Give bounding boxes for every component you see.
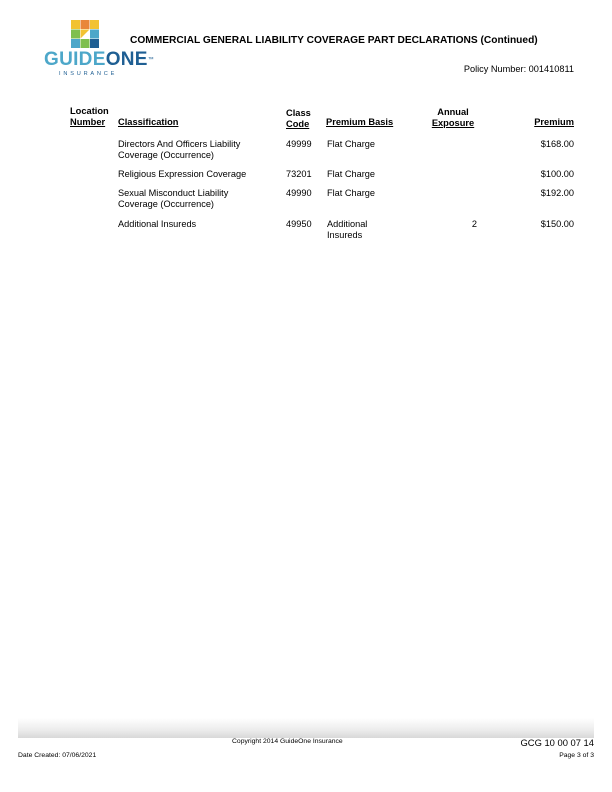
row4-classification: Additional Insureds [118,219,197,229]
page-number: Page 3 of 3 [559,752,594,759]
date-created: Date Created: 07/06/2021 [18,752,97,759]
col-header-annual-exposure [424,107,482,129]
col-header-premium-basis: Premium Basis [326,117,394,127]
row3-classification-line1: Sexual Misconduct Liability [118,188,229,198]
row4-premium: $150.00 [540,219,574,229]
col-header-location-line2: Number [70,117,106,127]
row1-premium-basis: Flat Charge [327,139,376,149]
col-header-annual-exposure-line1: Annual [437,107,469,117]
row3-premium-basis: Flat Charge [327,188,376,198]
col-header-class-code [286,108,311,130]
document-title: COMMERCIAL GENERAL LIABILITY COVERAGE PART DECLARATIONS (Continued) [130,35,538,46]
col-header-premium: Premium [534,117,574,127]
row4-premium-basis [327,219,367,241]
row1-classification-line2: Coverage (Occurrence) [118,150,214,160]
row3-classification-line2: Coverage (Occurrence) [118,199,214,209]
guideone-logo-mark [71,20,99,48]
row4-premium-basis-line2: Insureds [327,230,363,240]
row2-premium-basis: Flat Charge [327,169,376,179]
row3-premium: $192.00 [540,188,574,198]
row4-premium-basis-line1: Additional [327,219,368,229]
col-header-location-line1: Location [70,106,109,116]
row2-classification: Religious Expression Coverage [118,169,247,179]
copyright-text: Copyright 2014 GuideOne Insurance [232,738,343,745]
row1-premium: $168.00 [540,139,574,149]
col-header-classification: Classification [118,117,179,127]
policy-number: Policy Number: 001410811 [463,64,574,74]
row1-class-code: 49999 [286,139,312,149]
row4-class-code: 49950 [286,219,312,229]
logo-text-guide: GUIDE [44,49,106,70]
row1-classification-line1: Directors And Officers Liability [118,139,241,149]
row3-classification [118,188,228,210]
col-header-annual-exposure-line2: Exposure [431,118,475,128]
logo-tm: ™ [147,57,155,63]
logo-subtitle: INSURANCE [59,71,118,77]
form-number: GCG 10 00 07 14 [520,737,594,748]
row4-annual-exposure: 2 [471,219,477,229]
row1-classification [118,139,240,161]
row3-class-code: 49990 [286,188,312,198]
col-header-class-code-line2: Code [286,119,310,129]
row2-class-code: 73201 [286,169,312,179]
guideone-logo-wordmark [44,49,154,71]
row2-premium: $100.00 [540,169,574,179]
col-header-location [70,106,109,128]
logo-text-one: ONE [105,49,148,70]
col-header-class-code-line1: Class [286,108,311,118]
footer-band [18,718,594,738]
